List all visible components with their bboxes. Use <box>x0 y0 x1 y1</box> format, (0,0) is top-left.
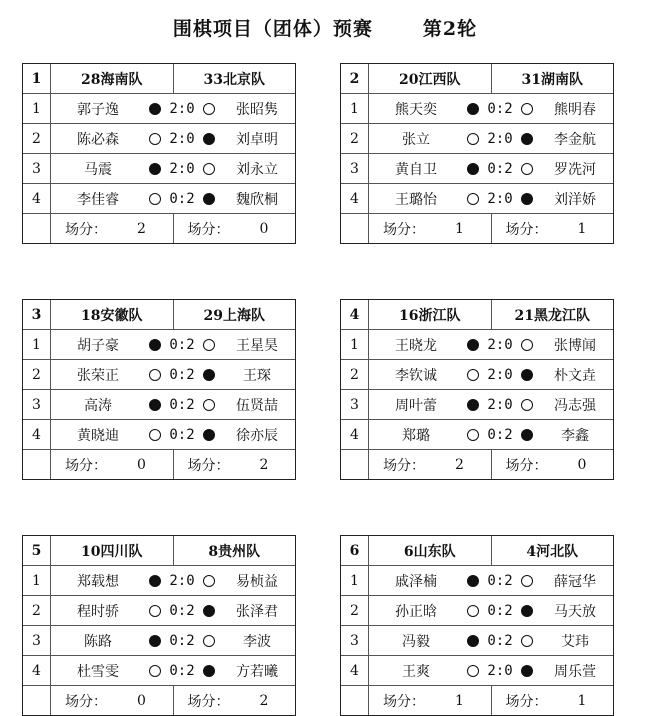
stone-a-icon <box>463 154 483 183</box>
player-b: 伍贤喆 <box>236 397 278 414</box>
board-number: 3 <box>23 154 51 183</box>
board-row <box>23 656 295 686</box>
player-b: 方若曦 <box>236 663 278 680</box>
board-score: 2:0 <box>487 396 513 413</box>
team-a: 6山东队 <box>369 536 492 565</box>
board-number: 4 <box>341 656 369 685</box>
points-blank <box>341 686 369 715</box>
points-blank <box>341 450 369 479</box>
team-a: 18安徽队 <box>51 300 174 329</box>
team-a: 10四川队 <box>51 536 174 565</box>
points-label: 场分： <box>65 221 107 238</box>
board-number: 4 <box>341 184 369 213</box>
team-b-points <box>174 686 296 715</box>
board-number: 3 <box>341 390 369 419</box>
board-row <box>23 390 295 420</box>
points-blank <box>23 450 51 479</box>
player-a: 高涛 <box>84 397 112 414</box>
board-number: 1 <box>23 566 51 595</box>
points-value: 2 <box>259 456 269 473</box>
stone-b-icon <box>517 94 537 123</box>
board-row <box>341 596 613 626</box>
points-value: 2 <box>455 456 464 473</box>
board-row <box>23 184 295 214</box>
board-score: 0:2 <box>487 602 513 619</box>
board-number: 3 <box>23 626 51 655</box>
player-b: 艾玮 <box>561 633 589 650</box>
player-a: 郑璐 <box>402 427 430 444</box>
team-a-points <box>369 450 492 479</box>
stone-b-icon <box>199 420 219 449</box>
stone-a-icon <box>145 330 165 359</box>
stone-b-icon <box>199 566 219 595</box>
board-score: 0:2 <box>487 426 513 443</box>
match-header <box>23 536 295 566</box>
board-score: 2:0 <box>169 160 195 177</box>
points-blank <box>23 686 51 715</box>
points-row <box>341 214 613 243</box>
player-a: 张荣正 <box>77 367 119 384</box>
team-b: 21黑龙江队 <box>514 307 590 324</box>
player-a: 陈必森 <box>77 131 119 148</box>
team-b-points <box>174 450 296 479</box>
points-value: 0 <box>137 456 146 473</box>
points-blank <box>23 214 51 243</box>
player-b: 朴文垚 <box>554 367 596 384</box>
points-label: 场分： <box>383 221 425 238</box>
board-number: 2 <box>341 124 369 153</box>
board-score: 0:2 <box>487 632 513 649</box>
board-score: 0:2 <box>169 396 195 413</box>
board-number: 1 <box>23 94 51 123</box>
player-a: 戚泽楠 <box>395 573 437 590</box>
stone-a-icon <box>145 360 165 389</box>
player-b: 魏欣桐 <box>236 191 278 208</box>
board-row <box>23 360 295 390</box>
board-score: 0:2 <box>169 662 195 679</box>
stone-a-icon <box>463 420 483 449</box>
board-number: 4 <box>341 420 369 449</box>
title-text: 围棋项目（团体）预赛 <box>172 18 373 40</box>
stone-b-icon <box>517 154 537 183</box>
stone-a-icon <box>145 94 165 123</box>
board-score: 2:0 <box>169 100 195 117</box>
board-number: 3 <box>23 390 51 419</box>
board-score: 0:2 <box>169 602 195 619</box>
player-b: 王星昊 <box>236 337 278 354</box>
board-score: 0:2 <box>169 190 195 207</box>
board-score: 2:0 <box>487 662 513 679</box>
team-a-points <box>51 686 174 715</box>
stone-a-icon <box>145 626 165 655</box>
stone-a-icon <box>463 184 483 213</box>
player-b: 李鑫 <box>561 427 589 444</box>
board-row <box>23 626 295 656</box>
player-a: 郑载想 <box>77 573 119 590</box>
board-score: 0:2 <box>169 366 195 383</box>
match-number: 4 <box>341 300 369 329</box>
team-b: 33北京队 <box>203 71 265 88</box>
team-a-points <box>51 450 174 479</box>
team-b-points <box>492 214 614 243</box>
board-score: 2:0 <box>487 190 513 207</box>
team-a-points <box>369 214 492 243</box>
match-table <box>340 63 614 244</box>
team-b-points <box>492 686 614 715</box>
points-row <box>23 214 295 243</box>
player-b: 刘卓明 <box>236 131 278 148</box>
stone-a-icon <box>145 420 165 449</box>
board-score: 2:0 <box>487 336 513 353</box>
board-row <box>341 566 613 596</box>
stone-b-icon <box>199 154 219 183</box>
board-number: 1 <box>341 330 369 359</box>
stone-b-icon <box>199 124 219 153</box>
points-value: 2 <box>259 692 269 709</box>
player-a: 王璐怡 <box>395 191 437 208</box>
board-number: 1 <box>23 330 51 359</box>
player-b: 熊明春 <box>554 101 596 118</box>
stone-b-icon <box>199 390 219 419</box>
stone-a-icon <box>145 154 165 183</box>
points-value: 0 <box>259 220 269 237</box>
stone-a-icon <box>463 566 483 595</box>
board-row <box>341 626 613 656</box>
stone-a-icon <box>145 656 165 685</box>
board-row <box>23 596 295 626</box>
stone-b-icon <box>199 184 219 213</box>
team-a-points <box>51 214 174 243</box>
points-value: 0 <box>137 692 146 709</box>
points-label: 场分： <box>187 457 230 474</box>
stone-b-icon <box>199 626 219 655</box>
points-value: 0 <box>577 456 587 473</box>
player-a: 郭子逸 <box>77 101 119 118</box>
board-number: 1 <box>341 566 369 595</box>
points-label: 场分： <box>383 693 425 710</box>
points-value: 1 <box>577 220 587 237</box>
player-a: 马震 <box>84 161 112 178</box>
board-number: 2 <box>23 360 51 389</box>
match-number: 2 <box>341 64 369 93</box>
player-a: 张立 <box>402 131 430 148</box>
stone-b-icon <box>199 656 219 685</box>
board-number: 4 <box>23 420 51 449</box>
stone-b-icon <box>517 124 537 153</box>
team-b-points <box>174 214 296 243</box>
board-number: 2 <box>23 124 51 153</box>
team-b: 4河北队 <box>526 543 579 560</box>
team-b: 8贵州队 <box>208 543 261 560</box>
player-b: 徐亦辰 <box>236 427 278 444</box>
stone-b-icon <box>199 360 219 389</box>
points-row <box>341 686 613 715</box>
points-label: 场分： <box>383 457 425 474</box>
stone-a-icon <box>463 626 483 655</box>
stone-a-icon <box>145 390 165 419</box>
stone-b-icon <box>199 94 219 123</box>
stone-b-icon <box>517 184 537 213</box>
stone-a-icon <box>145 184 165 213</box>
player-a: 王爽 <box>402 663 430 680</box>
points-value: 1 <box>455 220 464 237</box>
player-a: 李佳睿 <box>77 191 119 208</box>
stone-b-icon <box>517 420 537 449</box>
player-a: 孙正晗 <box>395 603 437 620</box>
player-b: 罗冼河 <box>554 161 596 178</box>
match-table <box>340 535 614 716</box>
player-b: 周乐萱 <box>554 663 596 680</box>
points-label: 场分： <box>187 221 230 238</box>
stone-b-icon <box>517 596 537 625</box>
team-a: 16浙江队 <box>369 300 492 329</box>
board-row <box>341 124 613 154</box>
team-b-points <box>492 450 614 479</box>
team-b: 31湖南队 <box>521 71 583 88</box>
match-number: 6 <box>341 536 369 565</box>
points-value: 2 <box>137 220 146 237</box>
page-title <box>0 14 650 41</box>
match-header <box>341 64 613 94</box>
player-a: 黄晓迪 <box>77 427 119 444</box>
round-label: 第2轮 <box>422 18 478 40</box>
player-b: 张泽君 <box>236 603 278 620</box>
player-b: 张昭隽 <box>236 101 278 118</box>
stone-b-icon <box>199 330 219 359</box>
stone-b-icon <box>517 360 537 389</box>
points-label: 场分： <box>65 457 107 474</box>
points-value: 1 <box>577 692 587 709</box>
player-a: 周叶蕾 <box>395 397 437 414</box>
board-score: 0:2 <box>487 160 513 177</box>
board-number: 2 <box>341 360 369 389</box>
match-header <box>23 64 295 94</box>
match-table <box>22 63 296 244</box>
board-score: 0:2 <box>487 100 513 117</box>
board-score: 2:0 <box>487 366 513 383</box>
player-b: 刘永立 <box>236 161 278 178</box>
player-b: 张博闻 <box>554 337 596 354</box>
board-row <box>23 330 295 360</box>
player-a: 陈路 <box>84 633 112 650</box>
board-row <box>23 94 295 124</box>
stone-a-icon <box>463 596 483 625</box>
board-score: 0:2 <box>169 632 195 649</box>
stone-b-icon <box>517 656 537 685</box>
points-label: 场分： <box>505 457 548 474</box>
stone-b-icon <box>517 626 537 655</box>
stone-b-icon <box>517 390 537 419</box>
match-table <box>340 299 614 480</box>
stone-a-icon <box>145 566 165 595</box>
match-table <box>22 535 296 716</box>
team-a-points <box>369 686 492 715</box>
match-number: 5 <box>23 536 51 565</box>
player-b: 马天放 <box>554 603 596 620</box>
player-b: 冯志强 <box>554 397 596 414</box>
player-b: 薛冠华 <box>554 573 596 590</box>
points-label: 场分： <box>187 693 230 710</box>
team-a: 28海南队 <box>51 64 174 93</box>
player-a: 杜雪雯 <box>77 663 119 680</box>
board-score: 0:2 <box>487 572 513 589</box>
player-a: 胡子豪 <box>77 337 119 354</box>
board-row <box>341 330 613 360</box>
player-a: 李钦诚 <box>395 367 437 384</box>
board-row <box>23 154 295 184</box>
player-a: 冯毅 <box>402 633 430 650</box>
player-b: 李金航 <box>554 131 596 148</box>
player-b: 刘洋娇 <box>554 191 596 208</box>
stone-a-icon <box>463 656 483 685</box>
player-b: 李波 <box>243 633 271 650</box>
board-number: 4 <box>23 656 51 685</box>
board-row <box>341 184 613 214</box>
board-row <box>341 94 613 124</box>
stone-a-icon <box>463 330 483 359</box>
match-header <box>23 300 295 330</box>
board-score: 2:0 <box>487 130 513 147</box>
board-row <box>341 420 613 450</box>
points-value: 1 <box>455 692 464 709</box>
player-a: 熊天奕 <box>395 101 437 118</box>
team-b: 29上海队 <box>203 307 265 324</box>
player-b: 王琛 <box>243 367 271 384</box>
board-score: 2:0 <box>169 130 195 147</box>
points-row <box>23 686 295 715</box>
board-number: 2 <box>23 596 51 625</box>
stone-b-icon <box>517 330 537 359</box>
match-header <box>341 536 613 566</box>
points-row <box>23 450 295 479</box>
player-a: 黄自卫 <box>395 161 437 178</box>
stone-a-icon <box>145 596 165 625</box>
board-score: 2:0 <box>169 572 195 589</box>
points-label: 场分： <box>505 693 548 710</box>
board-number: 4 <box>23 184 51 213</box>
points-label: 场分： <box>65 693 107 710</box>
player-a: 王晓龙 <box>395 337 437 354</box>
board-row <box>341 390 613 420</box>
player-a: 程时骄 <box>77 603 119 620</box>
stone-b-icon <box>199 596 219 625</box>
points-row <box>341 450 613 479</box>
board-row <box>23 566 295 596</box>
stone-b-icon <box>517 566 537 595</box>
points-label: 场分： <box>505 221 548 238</box>
match-number: 1 <box>23 64 51 93</box>
stone-a-icon <box>463 360 483 389</box>
team-a: 20江西队 <box>369 64 492 93</box>
player-b: 易桢益 <box>236 573 278 590</box>
stone-a-icon <box>145 124 165 153</box>
board-row <box>341 154 613 184</box>
board-number: 3 <box>341 626 369 655</box>
match-table <box>22 299 296 480</box>
board-row <box>341 656 613 686</box>
match-number: 3 <box>23 300 51 329</box>
match-header <box>341 300 613 330</box>
board-score: 0:2 <box>169 336 195 353</box>
points-blank <box>341 214 369 243</box>
board-number: 2 <box>341 596 369 625</box>
board-score: 0:2 <box>169 426 195 443</box>
board-row <box>341 360 613 390</box>
stone-a-icon <box>463 124 483 153</box>
board-row <box>23 124 295 154</box>
stone-a-icon <box>463 94 483 123</box>
stone-a-icon <box>463 390 483 419</box>
board-row <box>23 420 295 450</box>
board-number: 3 <box>341 154 369 183</box>
board-number: 1 <box>341 94 369 123</box>
